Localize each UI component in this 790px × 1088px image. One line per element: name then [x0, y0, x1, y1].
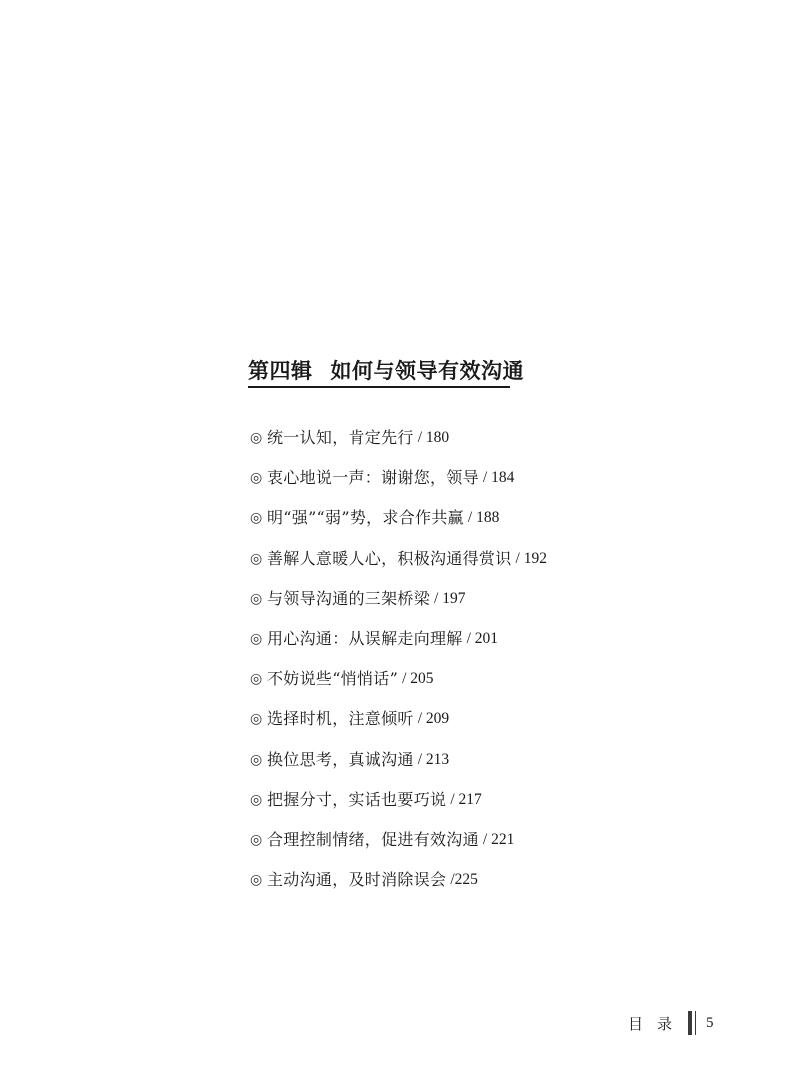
bullet-icon: ◎ [250, 751, 263, 768]
toc-item[interactable] [250, 826, 547, 866]
toc-item-title: 明“强”“弱”势，求合作共赢 [267, 508, 464, 528]
toc-item-title: 选择时机，注意倾听 [267, 709, 414, 729]
bullet-icon: ◎ [250, 510, 263, 527]
toc-item-page: / 221 [482, 830, 515, 848]
toc-item[interactable] [250, 464, 547, 504]
page-number: 5 [706, 1014, 714, 1031]
toc-item-title: 衷心地说一声：谢谢您，领导 [267, 468, 479, 488]
toc-item[interactable] [250, 746, 547, 786]
toc-item-title: 善解人意暖人心，积极沟通得赏识 [267, 548, 512, 568]
toc-item-page: / 217 [450, 790, 482, 808]
toc-item-page: / 209 [417, 710, 450, 728]
bullet-icon: ◎ [250, 630, 263, 647]
toc-item-title: 合理控制情绪，促进有效沟通 [267, 829, 479, 849]
bullet-icon: ◎ [250, 791, 263, 808]
toc-item[interactable] [250, 625, 547, 665]
footer-divider-thin [695, 1011, 696, 1035]
toc-item[interactable] [250, 504, 547, 544]
toc-item[interactable] [250, 424, 547, 464]
toc-item-title: 主动沟通，及时消除误会 [267, 870, 447, 890]
chapter-heading [248, 358, 524, 388]
bullet-icon: ◎ [250, 671, 263, 688]
toc-item-title: 不妨说些“悄悄话” [267, 669, 399, 689]
toc-item-page: / 201 [466, 629, 499, 647]
bullet-icon: ◎ [250, 711, 263, 728]
toc-item-page: /225 [450, 871, 478, 889]
toc-item[interactable] [250, 665, 547, 705]
toc-item-page: / 205 [402, 670, 434, 688]
bullet-icon: ◎ [250, 430, 263, 446]
toc-list [250, 424, 547, 906]
toc-item-page: / 213 [417, 750, 450, 768]
footer-section-label: 目录 [628, 1014, 687, 1033]
chapter-label: 第四辑 [248, 358, 313, 383]
toc-item[interactable] [250, 545, 547, 585]
bullet-icon: ◎ [250, 831, 263, 848]
toc-item-title: 用心沟通：从误解走向理解 [267, 628, 463, 648]
toc-item-title: 与领导沟通的三架桥梁 [267, 588, 431, 608]
bullet-icon: ◎ [250, 872, 263, 889]
chapter-title: 如何与领导有效沟通 [330, 358, 524, 383]
toc-item[interactable] [250, 786, 547, 826]
toc-item[interactable] [250, 585, 547, 625]
toc-item-page: / 197 [434, 589, 466, 607]
page-footer [628, 1010, 714, 1036]
toc-item[interactable] [250, 705, 547, 745]
toc-item-page: / 192 [515, 549, 547, 567]
bullet-icon: ◎ [250, 550, 263, 567]
toc-item-title: 把握分寸，实话也要巧说 [267, 789, 447, 809]
toc-item[interactable] [250, 866, 547, 906]
toc-item-page: / 184 [482, 469, 515, 487]
bullet-icon: ◎ [250, 590, 263, 607]
toc-item-page: / 180 [417, 429, 450, 446]
footer-divider-thick [688, 1011, 692, 1035]
toc-item-page: / 188 [467, 509, 500, 527]
toc-item-title: 统一认知，肯定先行 [267, 428, 414, 447]
toc-item-title: 换位思考，真诚沟通 [267, 749, 414, 769]
bullet-icon: ◎ [250, 470, 263, 487]
